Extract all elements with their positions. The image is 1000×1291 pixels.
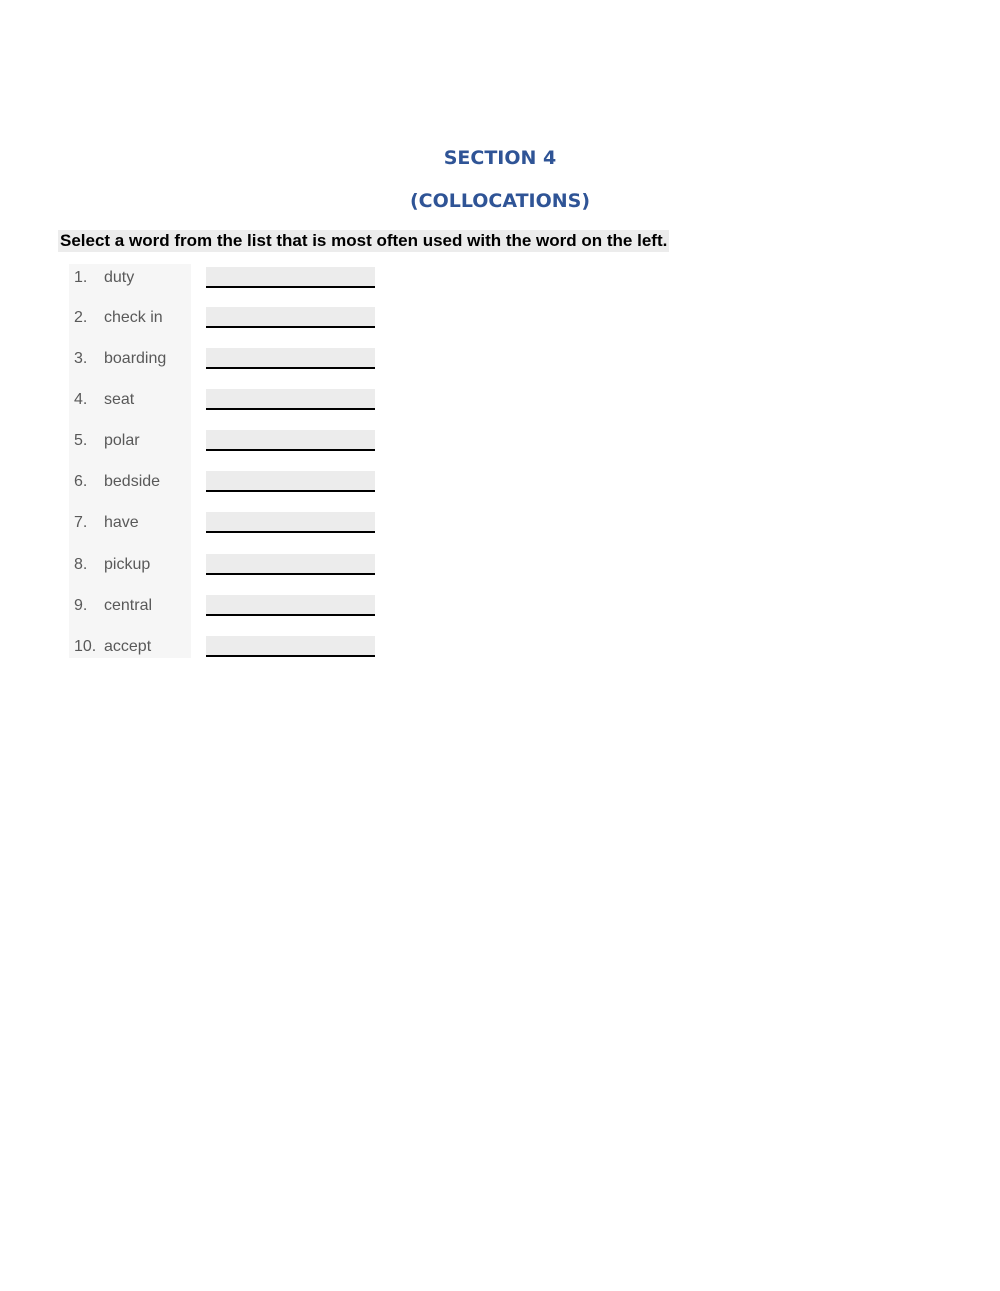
item-word: have xyxy=(104,514,139,531)
answer-input-8[interactable] xyxy=(206,554,375,575)
section-subtitle: (COLLOCATIONS) xyxy=(409,190,591,212)
answer-input-6[interactable] xyxy=(206,471,375,492)
item-word: duty xyxy=(104,269,135,286)
item-number: 8. xyxy=(74,556,88,573)
answer-input-10[interactable] xyxy=(206,636,375,657)
item-number: 1. xyxy=(74,269,88,286)
item-number: 5. xyxy=(74,432,88,449)
item-word: central xyxy=(104,597,153,614)
item-number: 7. xyxy=(74,514,88,531)
list-item xyxy=(0,267,400,308)
list-item xyxy=(0,389,400,430)
answer-input-7[interactable] xyxy=(206,512,375,533)
item-word: accept xyxy=(104,638,152,655)
item-number: 3. xyxy=(74,350,88,367)
list-item xyxy=(0,348,400,389)
list-item xyxy=(0,595,400,636)
item-number: 9. xyxy=(74,597,88,614)
list-item xyxy=(0,307,400,348)
list-item xyxy=(0,430,400,471)
item-word: seat xyxy=(104,391,135,408)
answer-input-1[interactable] xyxy=(206,267,375,288)
instruction-text: Select a word from the list that is most often used with the word on the left. xyxy=(60,231,668,250)
item-number: 10. xyxy=(74,638,97,655)
answer-input-3[interactable] xyxy=(206,348,375,369)
item-word: polar xyxy=(104,432,140,449)
answer-input-9[interactable] xyxy=(206,595,375,616)
item-word: boarding xyxy=(104,350,167,367)
item-word: pickup xyxy=(104,556,151,573)
answer-input-5[interactable] xyxy=(206,430,375,451)
item-number: 6. xyxy=(74,473,88,490)
answer-input-2[interactable] xyxy=(206,307,375,328)
item-word: check in xyxy=(104,309,163,326)
list-item xyxy=(0,471,400,512)
list-item xyxy=(0,636,400,677)
list-item xyxy=(0,554,400,595)
answer-input-4[interactable] xyxy=(206,389,375,410)
list-item xyxy=(0,512,400,553)
item-number: 4. xyxy=(74,391,88,408)
item-number: 2. xyxy=(74,309,88,326)
section-title: SECTION 4 xyxy=(443,147,557,169)
item-word: bedside xyxy=(104,473,161,490)
